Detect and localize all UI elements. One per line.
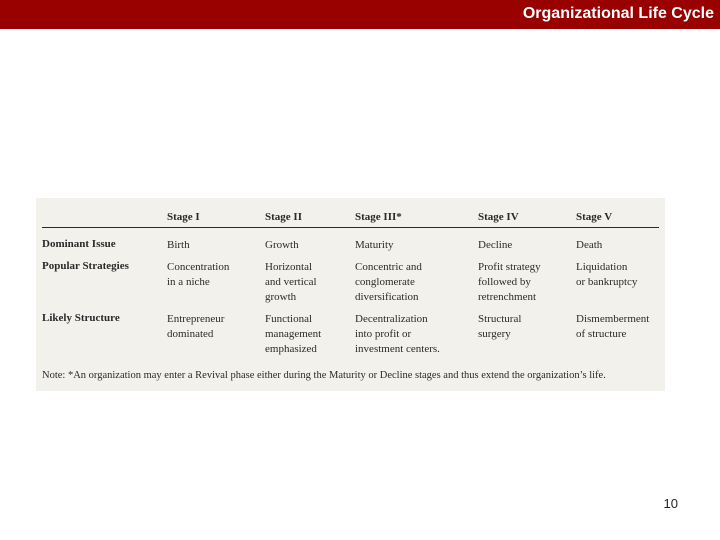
table-cell: Birth	[167, 239, 190, 251]
table-cell: Decentralization into profit or investment centers.	[355, 313, 440, 355]
row-label-popular-strategies: Popular Strategies	[42, 260, 129, 272]
table-cell: Functional management emphasized	[265, 313, 322, 355]
table-cell: Dismemberment of structure	[576, 313, 650, 340]
header-stage-2: Stage II	[265, 211, 302, 223]
table-cell: Decline	[478, 239, 513, 251]
life-cycle-table	[36, 198, 665, 391]
table-cell: Entrepreneur dominated	[167, 313, 225, 340]
header-stage-3: Stage III*	[355, 211, 402, 223]
title-bar	[0, 0, 720, 29]
table-cell: Concentric and conglomerate diversification	[355, 261, 422, 303]
table-cell: Liquidation or bankruptcy	[576, 261, 638, 288]
header-stage-5: Stage V	[576, 211, 613, 223]
header-stage-4: Stage IV	[478, 211, 519, 223]
table-cell: Death	[576, 239, 603, 251]
row-label-dominant-issue: Dominant Issue	[42, 238, 116, 250]
table-cell: Maturity	[355, 239, 394, 251]
header-divider	[42, 227, 659, 228]
table-cell: Concentration in a niche	[167, 261, 230, 288]
header-stage-1: Stage I	[167, 211, 200, 223]
page-number: 10	[663, 496, 678, 511]
slide-title: Organizational Life Cycle	[522, 5, 714, 22]
table-cell: Structural surgery	[478, 313, 522, 340]
table-footnote: Note: *An organization may enter a Revival phase either during the Maturity or Decline stages and thus extend the organization’s life.	[42, 370, 606, 381]
table-cell: Horizontal and vertical growth	[265, 261, 317, 303]
table-cell: Profit strategy followed by retrenchment	[478, 261, 541, 303]
table-cell: Growth	[265, 239, 299, 251]
row-label-likely-structure: Likely Structure	[42, 312, 120, 324]
